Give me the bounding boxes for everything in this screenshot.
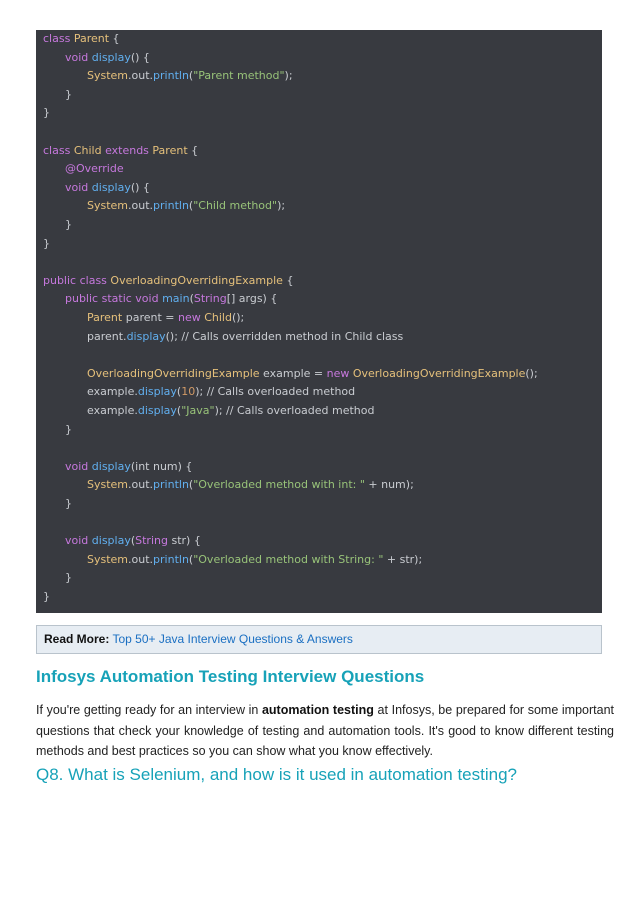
code-line (87, 365, 538, 383)
code-token: (int num) { (130, 459, 193, 473)
code-token: } (65, 497, 72, 510)
code-token: display (91, 50, 131, 64)
code-token: display (91, 180, 131, 194)
code-token: } (43, 106, 50, 120)
code-line (65, 290, 277, 308)
code-token: Parent (87, 311, 123, 324)
read-more-box (36, 625, 602, 654)
code-line (43, 30, 120, 48)
code-token: Parent (152, 143, 188, 157)
code-line (87, 197, 285, 215)
code-token: String (193, 292, 227, 306)
paragraph-text-end: at Infosys, be prepared for some important questions that check your knowledge of testing and automation tools. It's good to know different testing methods and best practices so you can show what you know effectively. (36, 703, 614, 758)
code-token: example. (87, 385, 138, 399)
code-token: display (126, 329, 166, 343)
code-token: + num); (364, 478, 414, 492)
code-token: main (162, 292, 190, 306)
code-token: display (91, 459, 131, 473)
code-token: ( (130, 534, 136, 548)
code-token: void (65, 459, 92, 473)
code-token: void (65, 534, 92, 548)
code-line (43, 142, 198, 160)
code-token: 10 (181, 385, 196, 399)
code-token: ( (188, 199, 194, 213)
code-token: System (87, 478, 129, 492)
paragraph-bold-term: automation testing (261, 703, 374, 717)
code-token: System (87, 69, 129, 83)
code-token: void (65, 180, 92, 194)
code-token: [] args) { (226, 292, 278, 306)
code-token: } (65, 87, 72, 101)
code-token: class (43, 143, 74, 157)
code-token: public class (43, 273, 111, 287)
code-line (43, 588, 50, 606)
code-line (87, 476, 414, 494)
question-heading: Q8. What is Selenium, and how is it used in automation testing? (36, 765, 517, 784)
code-line (43, 104, 50, 122)
code-token: ); (277, 199, 286, 213)
code-token: ( (176, 404, 182, 417)
section-heading: Infosys Automation Testing Interview Questions (36, 667, 425, 686)
code-line (87, 402, 375, 420)
code-token: display (91, 534, 131, 548)
code-line (87, 328, 403, 346)
code-token: ); // Calls overloaded method (195, 385, 356, 399)
read-more-label: Read More: (44, 632, 110, 646)
code-token: example. (87, 404, 138, 417)
code-token: parent = (122, 311, 178, 324)
code-token: ( (188, 552, 194, 566)
code-token: new (177, 311, 205, 324)
code-token: } (65, 422, 72, 436)
code-token: } (43, 236, 50, 250)
code-token: display (137, 385, 177, 399)
code-token: Parent (73, 32, 110, 45)
code-line (65, 179, 150, 197)
code-line (65, 569, 72, 587)
code-token: } (65, 218, 72, 231)
code-line (43, 272, 293, 290)
code-token: () { (130, 180, 150, 194)
code-block (36, 30, 602, 613)
code-token: OverloadingOverridingExample (110, 273, 283, 287)
code-line (65, 86, 72, 104)
read-more-link[interactable]: Top 50+ Java Interview Questions & Answers (112, 632, 353, 646)
code-token: (); (525, 366, 538, 380)
code-line (65, 49, 150, 67)
code-line (65, 458, 192, 476)
code-token: @Override (65, 162, 124, 176)
code-token: ( (188, 478, 194, 492)
paragraph-text-start: If you're getting ready for an interview in (36, 703, 262, 717)
code-token: extends (105, 143, 153, 157)
code-token: println (153, 478, 189, 492)
code-token: "Java" (181, 404, 215, 417)
code-token: ( (176, 385, 182, 399)
code-token: new (326, 366, 353, 380)
code-line (87, 67, 293, 85)
code-line (65, 216, 72, 234)
code-token: "Overloaded method with String: " (193, 552, 384, 566)
code-token: } (43, 590, 50, 603)
code-line (87, 309, 244, 327)
code-token: println (153, 69, 189, 83)
code-token: parent. (87, 329, 127, 343)
intro-paragraph (36, 700, 614, 762)
code-token: class (43, 32, 74, 45)
code-token: ( (189, 292, 194, 306)
code-line (65, 495, 72, 513)
code-token: "Child method" (193, 199, 278, 213)
code-token: { (282, 273, 294, 287)
code-token: "Overloaded method with int: " (193, 478, 365, 492)
code-token: ( (188, 69, 194, 83)
code-token: OverloadingOverridingExample (87, 366, 260, 380)
code-token: println (153, 552, 189, 566)
code-token: (); // Calls overridden method in Child class (165, 329, 404, 343)
code-token: System (87, 552, 129, 566)
code-token: display (137, 404, 177, 417)
code-token: () { (130, 50, 150, 64)
code-token: .out. (128, 199, 154, 213)
code-token: .out. (128, 478, 154, 492)
code-token: println (153, 199, 189, 213)
code-token: ); (284, 69, 293, 83)
code-token: Child (73, 143, 106, 157)
code-line (65, 532, 201, 550)
code-token: Child (204, 311, 232, 324)
code-token: example = (259, 366, 327, 380)
code-token: ); // Calls overloaded method (214, 404, 375, 417)
code-token: { (187, 143, 199, 157)
code-line (87, 383, 355, 401)
code-token: { (109, 32, 120, 45)
code-token: public static void (65, 292, 163, 306)
code-token: System (87, 199, 129, 213)
code-line (65, 160, 124, 178)
code-token: "Parent method" (193, 69, 285, 83)
code-line (65, 421, 72, 439)
code-token: + str); (383, 552, 423, 566)
code-token: void (65, 50, 92, 64)
code-token: (); (231, 311, 245, 324)
code-line (43, 235, 50, 253)
code-token: } (65, 571, 72, 585)
code-line (87, 551, 422, 569)
code-token: .out. (128, 552, 154, 566)
code-token: str) { (167, 534, 201, 548)
code-token: .out. (128, 69, 154, 83)
code-token: OverloadingOverridingExample (352, 366, 526, 380)
code-token: String (135, 534, 168, 548)
